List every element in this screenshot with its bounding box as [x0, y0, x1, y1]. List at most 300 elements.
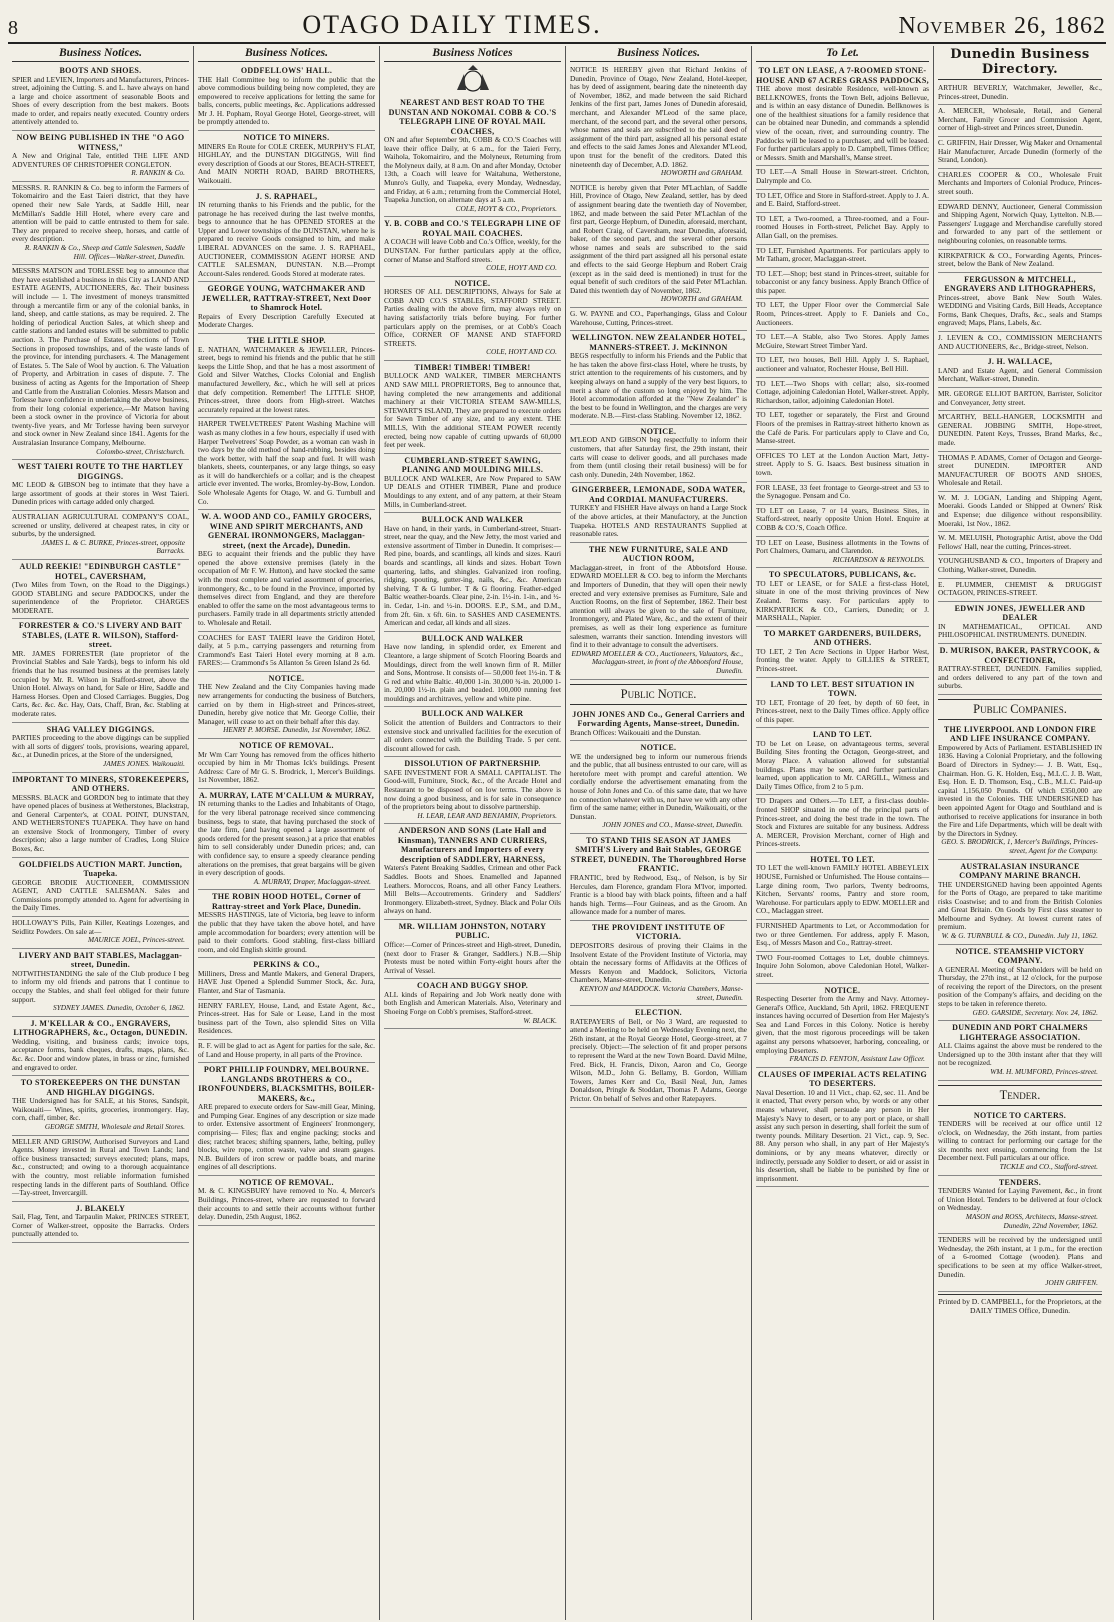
advertisement — [12, 265, 189, 460]
ad-heading: WEST TAIERI ROUTE TO THE HARTLEY DIGGINGS. — [17, 462, 184, 481]
column-5 — [752, 46, 934, 1620]
ad-heading: THE LIVERPOOL AND LONDON FIRE AND LIFE INSURANCE COMPANY. — [943, 724, 1097, 744]
ad-signature: H. LEAR, LEAR AND BENJAMIN, Proprietors. — [417, 810, 557, 820]
newspaper-title: OTAGO DAILY TIMES. — [302, 10, 602, 39]
ad-body: ALL Claims against the above must be rendered to the Undersigned up to the 30th instant after that they will not be recognized. — [938, 1041, 1102, 1068]
ad-signature: TICKLE and CO., Stafford-street. — [999, 1162, 1098, 1172]
advertisement — [756, 1068, 929, 1188]
ad-body: THE Undersigned has for SALE, at his Stores, Sandspit, Waikouaiti— Wines, spirits, groceries, ironmongery. Hay, corn, chaff, timber, &c. — [12, 1096, 189, 1123]
advertisement — [198, 190, 375, 283]
ad-signature: A. MURRAY, Draper, Maclaggan-street. — [253, 876, 371, 886]
ad-body: IN MATHEMATICAL, OPTICAL AND PHILOSOPHICAL INSTRUMENTS. DUNEDIN. — [938, 621, 1102, 640]
ad-heading: NEAREST AND BEST ROAD TO THE DUNSTAN AND NOKOMAI. COBB & CO.'S TELEGRAPH LINE OF ROYAL MAIL COACHES, — [388, 98, 557, 136]
ad-signature: COLE, HOYT AND CO. — [486, 263, 557, 273]
ad-heading: ANDERSON AND SONS (Late Hall and Kinsman), TANNERS AND CURRIERS, Manufacturers and Importers of every description of SADDLERY, HARNESS, — [397, 826, 548, 864]
ad-body: BULLOCK AND WALKER, TIMBER MERCHANTS AND SAW MILL PROPRIETORS, Beg to announce that, having completed the new arrangements and additional machinery at their VICTORIA STEAM SAW-MILLS, STEWART'S ISLAND, They are prepared to execute orders for Sawn Timber of any size, and to any extent. THE MILLS, With the additional STEAM POWER recently erected, being now capable of cutting upwards of 60,000 feet per week. — [384, 371, 561, 450]
ad-heading: AUSTRALASIAN INSURANCE COMPANY MARINE BRANCH. — [959, 861, 1081, 880]
advertisement — [756, 450, 929, 482]
ad-heading: MR. WILLIAM JOHNSTON, NOTARY PUBLIC. — [398, 921, 547, 941]
ad-signature: W. & G. TURNBULL & CO., Dunedin. July 11, 1862. — [941, 931, 1098, 941]
ad-body: FRANTIC, bred by Redwood, Esq., of Nelson, is by Sir Hercules, dam Florence, grandam Flora M'Ivor, imported. Frantic is a blood bay with black points, fifteen and a half hands high. Terms—Four Guineas, and as the Groom. An allowance made for a number of mares. — [570, 872, 747, 917]
ad-body: MESSRS. BLACK and GORDON beg to intimate that they have opened places of business at Wetherstones, Blackstrap, and General Carpenter's, at COAL POINT, DUNSTAN, AND WETHERSTONE'S TUAPEKA. They have on hand an extensive Stock of Ironmongery, Timber of every description; also a large number of Cradles, Long Sluice Boxes, &c. — [12, 792, 189, 854]
advertisement — [756, 482, 929, 505]
ad-heading: WELLINGTON. NEW ZEALANDER HOTEL, MANNERS-STREET. J. McKINNON — [571, 333, 746, 352]
columns — [8, 46, 1106, 1620]
advertisement — [756, 952, 929, 984]
ad-body: THOMAS P. ADAMS, Corner of Octagon and George-street DUNEDIN. IMPORTER AND MANUFACTURER OF BOOTS AND SHOES, Wholesale and Retail. — [938, 452, 1102, 488]
ad-body: THE above most desirable Residence, well-known as BELLKNOWES, fronts the Town Belt, adjoins Bellevue, and is within an easy distance of Dunedin. Bellknowes is one of the healthiest situations for a family residence that can be obtained near Dunedin, and commands a splendid view of the ocean, river, and surrounding country. The Paddocks will be leased to a purchaser, and will be leased. For further particulars apply to D. Campbell, Times Office; or Messrs. Smith and Marshall's, Manse street. — [756, 84, 929, 162]
advertisement — [756, 354, 929, 377]
ad-heading: W. A. WOOD AND CO., FAMILY GROCERS, WINE AND SPIRIT MERCHANTS, AND GENERAL IRONMONGERS, Maclaggan-street, (next the Arcade), Dunedin. — [201, 512, 372, 550]
column-1 — [8, 46, 194, 1620]
ad-body: MESSRS. R. RANKIN & Co. beg to inform the Farmers of Tokomairiro and the East Taieri district, that they have opened their new Sale Yards, at Saddle Hill, near McMillan's Saddle Hill Hotel, where every care and attention will be paid to cattle entrusted to them for sale. They are prepared to receive sheep, horses, and cattle of every description. — [12, 182, 189, 244]
ad-body: TO LET, two houses, Bell Hill. Apply J. S. Raphael, auctioneer and valuator, Rochester House, Bell Hill. — [756, 355, 929, 374]
advertisement — [756, 568, 929, 626]
ad-body: YOUNGHUSBAND & CO., Importers of Drapery and Clothing, Walker-street, Dunedin. — [938, 556, 1102, 575]
ad-heading: J. S. RAPHAEL, — [255, 191, 318, 201]
advertisement — [570, 331, 747, 425]
ad-body: C. GRIFFIN, Hair Dresser, Wig Maker and Ornamental Hair Manufacturer, Arcade Dunedin (formerly of the Strand, London). — [938, 137, 1102, 165]
ad-body: TO LET, a Two-roomed, a Three-roomed, and a Four-roomed Houses in Forth-street, Pelichet Bay. Apply to Allan Gall, on the premises. — [756, 213, 929, 240]
section-header-tender: Tender. — [938, 1085, 1102, 1106]
advertisement — [756, 245, 929, 268]
ad-heading: COACH AND BUGGY SHOP. — [416, 981, 529, 991]
advertisement — [12, 460, 189, 511]
ad-body: ALL kinds of Repairing and Job Work neatly done with both English and American Materials. Also, Veterinary and Shoeing Forge on Cobb's premises, Stafford-street. — [384, 989, 561, 1017]
advertisement — [570, 834, 747, 921]
ad-body: WE the undersigned beg to inform our numerous friends and the public, that all business entrusted to our care, will as heretofore meet with prompt and careful attention. We cordially endorse the advertisement emanating from the house of John Jones and Co. of this same date, that we have no connection whatever with us, nor have we with any other firm of the same name; either in Dunedin, Waikouaiti, or the Dunstan. — [570, 751, 747, 821]
ad-heading: LAND TO LET. BEST SITUATION IN TOWN. — [770, 679, 915, 699]
ad-body: A New and Original Tale, entitled THE LIFE AND ADVENTURES OF CHRISTOPHER CONGLETON. — [12, 151, 189, 169]
ad-signature: EDWARD MOELLER & CO., Auctioneers, Valuators, &c., Maclaggan-street, in front of the Abbotsford House, Dunedin. — [571, 648, 743, 675]
ad-body: A GENERAL Meeting of Shareholders will be held on Thursday, the 27th inst., at 12 o'clock, for the purpose of receiving the report of the Directors, on the present position of the Company's affairs, and deciding on the steps to be taken in reference thereto. — [938, 964, 1102, 1009]
ad-body: Wedding, visiting, and business cards; invoice tops, acceptance forms, bank cheques, drafts, maps, plans, &c. &c. &c. Door and window plates, in brass or zinc, furnished and engraved to order. — [12, 1036, 189, 1072]
advertisement — [938, 355, 1102, 388]
section-header-public-companies: Public Companies. — [938, 699, 1102, 720]
ad-body: FOR LEASE, 33 feet frontage to George-street and 53 to the Synagogue. Pensam and Co. — [756, 482, 929, 501]
ad-signature: MAURICE JOEL, Princes-street. — [88, 935, 185, 945]
ad-body: TWO Four-roomed Cottages to Let, double chimneys. Inquire John Solomon, above Caledonian Hotel, Walker-street. — [756, 952, 929, 979]
advertisement — [198, 510, 375, 631]
ad-body: E. PLUMMER, CHEMIST & DRUGGIST OCTAGON, PRINCES-STREET. — [938, 579, 1102, 598]
advertisement — [198, 131, 375, 189]
column-header: Business Notices. — [570, 46, 747, 62]
ad-body: TO LET, the Upper Floor over the Commercial Sale Room, Princes-street. Apply to F. Daniels and Co., Auctioneers. — [756, 300, 929, 327]
ad-body: EDWARD DENNY, Auctioneer, General Commission and Shipping Agent, Norwich Quay, Lyttelton. N.B.—Passengers' Luggage and Merchandise carefully stored and forwarded to any part of the settlement or neighbouring colonies, on reasonable terms. — [938, 201, 1102, 245]
advertisement — [756, 409, 929, 449]
ad-body: TO LET or LEASE, or for SALE a first-class Hotel, situate in one of the most thriving provinces of New Zealand. Terms easy. For particulars apply to KIRKPATRICK & CO., Carriers, Dunedin; or J. MARSHALL, Napier. — [756, 578, 929, 623]
ad-list — [938, 82, 1102, 695]
column-header: Dunedin Business Directory. — [938, 46, 1102, 80]
ad-body: M'LEOD AND GIBSON beg respectfully to inform their customers, that after Saturday first, the 29th instant, their carts will cease to deliver goods, and all purchases made from them (until closing their retail business) will be for cash only. Dunedin, 24th November, 1862. — [570, 435, 747, 479]
advertisement — [938, 105, 1102, 137]
ad-heading: NOTICE. — [824, 985, 861, 995]
printer-imprint: Printed by D. CAMPBELL, for the Proprietors, at the DAILY TIMES Office, Dunedin. — [938, 1294, 1102, 1315]
ad-body: IN returning thanks to his Friends and the public, for the patronage he has received during the last twelve months, begs to announce that he has OPENED STORES at the Upper and Lower townships of the DUNSTAN, where he is prepared to receive Goods consigned to him, and make LIBERAL ADVANCES on the same. J. S. RAPHAEL, AUCTIONEER, COMMISSION AGENT HORSE AND CATTLE SALESMAN, DUNSTAN. N.B.—Prompt Account-Sales rendered. Goods Stored at moderate rates. — [198, 200, 375, 278]
advertisement — [12, 723, 189, 773]
ad-body: G. W. PAYNE and CO., Paperhangings, Glass and Colour Warehouse, Cutting, Princes-street. — [570, 309, 747, 327]
advertisement — [756, 627, 929, 678]
ad-heading: SHAG VALLEY DIGGINGS. — [46, 724, 155, 734]
ad-body: Milliners, Dress and Mantle Makers, and General Drapers, HAVE Just Opened a Splendid Summer Stock, &c. Jura, Flanter, and Star of Tasmania. — [198, 968, 375, 995]
ad-heading: GOLDFIELDS AUCTION MART. Junction, Tuapeka. — [18, 859, 183, 879]
advertisement — [938, 201, 1102, 250]
ad-body: TO LET, 2 Ten Acre Sections in Upper Harbor West, fronting the water. Apply to GILLIES & STREET, Princes-street. — [756, 646, 929, 673]
ad-signature: HENRY P. MORSE. Dunedin, 1st November, 1862. — [223, 725, 371, 735]
advertisement — [938, 945, 1102, 1022]
ad-heading: Y. B. COBB and CO.'S TELEGRAPH LINE OF ROYAL MAIL COACHES. — [384, 219, 561, 238]
advertisement — [938, 82, 1102, 105]
advertisement — [12, 511, 189, 560]
ad-heading: THE LITTLE SHOP. — [247, 336, 326, 346]
ad-body: M'CARTHY, BELL-HANGER, LOCKSMITH and GENERAL JOBBING SMITH, Hope-street, DUNEDIN. Patent Keys, Trusses, Brand Marks, &c., made. — [938, 412, 1102, 447]
ad-body: TO LET, Furnished Apartments. For particulars apply to Mr Tatham, grocer, Maclaggan-street. — [756, 245, 929, 264]
column-header: Business Notices. — [198, 46, 375, 62]
ad-body: TO LET.—Shop; best stand in Princes-street, suitable for tobacconist or any fancy business. Apply Branch Office of this paper. — [756, 268, 929, 295]
advertisement — [198, 739, 375, 789]
ad-body: TENDERS Wanted for Laying Pavement, &c., in front of Union Hotel. Tenders to be delivered at four o'clock on Wednesday. — [938, 1186, 1102, 1213]
advertisement — [756, 64, 929, 166]
ad-body: NOTWITHSTANDING the sale of the Club produce I beg to inform my old friends and patrons that I continue to occupy the Stables, and shall feel obliged for their future support. — [12, 968, 189, 1004]
advertisement — [384, 920, 561, 979]
ad-heading: TO STOREKEEPERS ON THE DUNSTAN AND HIGHLAY DIGGINGS. — [20, 1078, 181, 1097]
ad-body: Maclaggan-street, in front of the Abbotsford House. EDWARD MOELLER & CO. beg to inform the Merchants and Importers of Dunedin, that they will open their newly erected and very extensive premises as Furniture, Sale and Auction Rooms, on the first of September, 1862. Their best attention will always be given to the sale of Furniture, Ironmongery, and Plated Ware, &c., and the extent of their premises, as well as their long experience as furniture salesmen, warrants their sanction. Intending investors will find it to their advantage to consult the advertisers. — [570, 562, 747, 650]
ad-signature: SYDNEY JAMES. Dunedin, October 6, 1862. — [53, 1003, 185, 1013]
ad-signature: RICHARDSON & REYNOLDS. — [832, 554, 925, 564]
ad-heading: FERGUSSON & MITCHELL, ENGRAVERS AND LITHOGRAPHERS, — [944, 274, 1096, 294]
ad-body: MR. GEORGE ELLIOT BARTON, Barrister, Solicitor and Conveyancer, Jetty street. — [938, 388, 1102, 407]
ad-body: J. LEVIEN & CO., COMMISSION MERCHANTS AND AUCTIONEERS, &c., Bridge-street, Nelson. — [938, 333, 1102, 351]
ad-signature: R. RANKIN & Co., Sheep and Cattle Salesmen, Saddle Hill. Offices—Walker-street, Dunedin. — [24, 243, 185, 261]
ad-signature: HOWORTH and GRAHAM. — [660, 168, 743, 178]
ad-body: A COACH will leave Cobb and Co.'s Office, weekly, for the DUNSTAN. For further particulars apply at the office, corner of Manse and Stafford streets. — [384, 237, 561, 264]
ad-heading: BOOTS AND SHOES. — [59, 66, 142, 75]
ad-signature: HOWORTH and GRAHAM. — [660, 294, 743, 304]
advertisement — [12, 182, 189, 265]
ad-heading: NOTICE TO CARTERS. — [973, 1110, 1067, 1120]
ad-body: A. MERCER, Wholesale, Retail, and General Merchant, Family Grocer and Commission Agent, corner of High-street and Princes street, Dunedin. — [938, 106, 1102, 133]
ad-body: SAFE INVESTMENT FOR A SMALL CAPITALIST. The Good-will, Furniture, Stock, &c., of the Arcade Hotel and Restaurant to be disposed of on low terms. The above is now doing a good business, and is for sale in consequence of the proprietors being about to dissolve partnership. — [384, 767, 561, 812]
advertisement — [384, 96, 561, 217]
ad-body: Respecting Deserter from the Army and Navy. Attorney-General's Office, Auckland, 5th April, 1862. FREQUENT instances having occurred of Desertion from Her Majesty's Sea and Land Forces in this Colony. Notice is hereby given, that the most rigorous proceedings will be taken against any persons whatsoever, harboring, concealing, or employing Deserters. — [756, 994, 929, 1055]
advertisement — [570, 182, 747, 308]
advertisement — [938, 723, 1102, 860]
ad-heading: A. MURRAY, LATE M'CALLUM & MURRAY, — [198, 790, 375, 800]
ad-body: TO LET, Frontage of 20 feet, by depth of 60 feet, in Princes-street, next to the Daily Times office. Apply office of this paper. — [756, 697, 929, 724]
advertisement — [938, 1109, 1102, 1176]
ad-heading: BULLOCK AND WALKER — [421, 709, 524, 719]
ad-body: NOTICE IS HEREBY given that Richard Jenkins of Dunedin, Province of Otago, New Zealand, Hotel-keeper, has by deed of assignment, bearing date the nineteenth day of November, 1862, and made between the said Richard Jenkins of the first part, James Jones of Dunedin aforesaid, merchant, and Alexander M'Leod of the same place, merchant, of the second part, and the several other persons, whose names and seals are subscribed to the said deed of assignment of the third part, assigned all his personal estate and effects to the said James Jones and Alexander M'Leod, upon trust for the benefit of the creditors. Dated this nineteenth day of December, A.D. 1862. — [570, 65, 747, 169]
ad-body: MINERS En Route for COLE CREEK, MURPHY'S FLAT, HIGHLAY, and the DUNSTAN DIGGINGS, Will find every description of Goods at our Stores, BEACH-STREET, And MAIN NORTH ROAD, BAIRD BROTHERS, Waikouaiti. — [198, 141, 375, 185]
ad-heading: BULLOCK AND WALKER — [421, 633, 524, 643]
advertisement — [198, 282, 375, 334]
advertisement — [938, 250, 1102, 273]
ad-body: TENDERS will be received by the undersigned until Wednesday, the 26th instant, at 1 p.m., for the erection of a 6-roomed Cottage (wooden). Plans and specifications to be seen at my office Walker-street, Dunedin. — [938, 1235, 1102, 1279]
ad-list — [570, 64, 747, 680]
ad-body: ARTHUR BEVERLY, Watchmaker, Jeweller, &c., Princes-street, Dunedin. — [938, 83, 1102, 101]
ad-heading: THE PROVIDENT INSTITUTE OF VICTORIA. — [591, 922, 726, 942]
advertisement — [12, 917, 189, 949]
ad-heading: TO LET ON LEASE, A 7-ROOMED STONE-HOUSE AND 67 ACRES GRASS PADDOCKS, — [756, 66, 929, 85]
advertisement — [198, 1063, 375, 1176]
advertisement — [938, 332, 1102, 355]
ad-heading: J. M'KELLAR & CO., ENGRAVERS, LITHOGRAPHERS, &c., Octagon, DUNEDIN. — [13, 1018, 188, 1038]
advertisement — [12, 1202, 189, 1243]
advertisement — [756, 853, 929, 920]
ad-heading: NOTICE OF REMOVAL. — [239, 741, 334, 751]
ad-list — [938, 723, 1102, 1081]
advertisement — [938, 602, 1102, 644]
column-4 — [566, 46, 752, 1620]
advertisement — [198, 334, 375, 418]
advertisement — [938, 452, 1102, 492]
advertisement — [12, 1136, 189, 1202]
advertisement — [384, 824, 561, 920]
advertisement — [12, 560, 189, 619]
ad-heading: ODDFELLOWS' HALL. — [240, 66, 333, 75]
ad-body: RATTRAY-STREET, DUNEDIN. Families supplied, and orders delivered to any part of the town and suburbs. — [938, 664, 1102, 691]
ad-body: THE Hall Committee beg to inform the public that the above commodious building being now completed, they are empowered to receive applications for letting the same for balls, concerts, public meetings, &c. Applications addressed Mr J. H. Popham, Royal George Hotel, George-street, will be promptly attended to. — [198, 74, 375, 127]
ad-list — [756, 64, 929, 1187]
ad-body: OFFICES TO LET at the London Auction Mart, Jetty-street. Apply to S. G. Isaacs. Best business situation in town. — [756, 450, 929, 477]
ad-heading: NOTICE. — [640, 743, 677, 753]
ad-body: BEGS respectfully to inform his Friends and the Public that he has taken the above first-class Hotel, where he trusts, by strict attention to the requirements of his customers, and by keeping always on hand a supply of the very best liquors, to merit a share of the custom so long enjoyed by him. The Hotel accommodation afforded at the "New Zealander" is the best to be found in Wellington, and the charges are very moderate. N.B.—First-class Stabling. November 12, 1862. — [570, 351, 747, 421]
ad-body: MESSRS MATSON and TORLESSE beg to announce that they have established a business in this City as LAND AND ESTATE AGENTS, AUCTIONEERS, &c. Their business will include — 1. The investment of moneys transmitted through a mercantile firm or any of the colonial banks, in land, sheep, and cattle stations, as may be required. 2. The holding of periodical Auction Sales, at which sheep and cattle stations and landed estates will be submitted to public auction. 3. The Purchase of Estates, selections of Town Sections in proposed townships, and of the waste lands of the province, for intending purchasers. 4. The Management of Estates. 5. The Sale of Wool by auction. 6. The Valuation of Property, and Arbitration in cases of dispute. 7. The business of acting as Agents for the Importation of Sheep and Cattle from the Australian Colonies. Messrs Matson and Torlesse have confidence in undertaking the above business, from their long colonial experience,—Mr Matson having been a stock owner in the province of Victoria for about twenty-five years, and Mr Torlesse having been surveyor and stock owner in New Zealand since 1841. Agents for the Australasian Insurance Company, Melbourne. — [12, 266, 189, 448]
ad-body: LAND and Estate Agent, and General Commission Merchant, Walker-street, Dunedin. — [938, 365, 1102, 384]
advertisement — [938, 644, 1102, 695]
advertisement — [384, 632, 561, 708]
ad-body: Have on hand, in their yards, in Cumberland-street, Stuart-street, near the quay, and the New Jetty, the most varied and extensive assortment of Timber in Dunedin. It comprises:— Red pine, boards, and scantlings, all kinds and sizes. Kauri boards and scantlings, all kinds and sizes. Hobart Town quartering, laths, and shingles. Galvanized iron roofing, ridging, spouting, gutter-ing, nails, &c., &c. American shelving. T & G lumber. T & G flooring. Feather-edged Baltic weather-boards. Clear pine, 2-in. 1½-in. 1-in., and ½-in. Cedar, 1-in. and ½-in. DOORS. E.P., S.M., and D.M., from 2ft. 6in. x 6ft. 6in. to SASHES AND CASEMENTS. American and cedar, all kinds and all sizes. — [384, 523, 561, 628]
ad-heading: THE ROBIN HOOD HOTEL, Corner of Rattray-street and York Place, Dunedin. — [211, 892, 362, 911]
advertisement — [384, 979, 561, 1029]
ad-heading: TO MARKET GARDENERS, BUILDERS, AND OTHERS. — [763, 628, 922, 648]
ad-signature: COLE, HOYT AND CO. — [486, 347, 557, 357]
ad-body: Naval Desertion. 10 and 11 Vict., chap. 62, sec. 11. And be it enacted, That every person who, by words or any other means whatever, shall persuade any person in Her Majesty's Navy to desert, or to any port or place, or shall assist any such person in deserting, shall forfeit the sum of twenty pounds. Military Desertion. 21 Vict., cap. 9, Sec. 88. Any person who shall, in any part of Her Majesty's dominions, or by any means whatever, directly or indirectly, persuade any Soldier to desert, or aid or assist in his desertion, shall be liable to be punished by fine or imprisonment. — [756, 1087, 929, 1183]
ad-body: HARPER TWELVETREES' Patent Washing Machine will wash as many clothes in a few hours, especially if used with Harper Twelvetrees' Soap Powder, as a woman can wash in two days by the old method of hand-rubbing, besides doing the work better, with half the soap and fuel. It will wash blankets, sheets, counterpanes, or any large things, so easy as it will do handkerchiefs or a collar; and is the cheapest article ever invented. The works, Bromley-by-Bow, London. Sole Wholesale Agents for Otago, W. and G. Turnbull and Co. — [198, 419, 375, 506]
advertisement — [12, 1076, 189, 1135]
issue-date: November 26, 1862 — [898, 13, 1106, 39]
advertisement — [384, 454, 561, 513]
ad-body: ON and after September 9th, COBB & CO.'S Coaches will leave their office Daily, at 6 a.m., for the Taieri Ferry, Waihola, Tokomairiro, and the Molyneux, Returning from the Molyneux daily, at 8 a.m. On and after Monday, October 13th, a Coach will leave for Waitahuna, Wetherstone, Munro's Gully, and Tuapeka, every Monday, Wednesday, and Friday, at 6 a.m.; returning from the Commercial Hotel, Tuapeka Junction, on alternate days at 5 a.m. — [384, 135, 561, 205]
advertisement — [938, 169, 1102, 201]
advertisement — [756, 190, 929, 213]
column-header: Business Notices — [384, 46, 561, 62]
ad-heading: NOTICE. — [454, 278, 491, 288]
ad-body: CHARLES COOPER & CO., Wholesale Fruit Merchants and Importers of Colonial Produce, Princes-street south. — [938, 169, 1102, 196]
ad-heading: CUMBERLAND-STREET SAWING, PLANING AND MOULDING MILLS. — [401, 455, 544, 475]
advertisement — [756, 537, 929, 569]
advertisement — [384, 361, 561, 454]
column-header: To Let. — [756, 46, 929, 62]
ad-list — [938, 1109, 1102, 1292]
advertisement — [12, 858, 189, 917]
advertisement — [938, 388, 1102, 411]
ad-heading: BULLOCK AND WALKER — [421, 515, 524, 525]
ad-heading: PORT PHILLIP FOUNDRY, MELBOURNE. LANGLANDS BROTHERS & CO., IRONFOUNDERS, BLACKSMITHS, BOILER-MAKERS, &c., — [198, 1065, 375, 1103]
advertisement — [756, 268, 929, 300]
ad-body: TO LET.—A Stable, also Two Stores. Apply James McGuire, Stewart Street Timber Yard. — [756, 332, 929, 350]
royal-crest-icon — [384, 64, 561, 94]
ad-body: Solicit the attention of Builders and Contractors to their extensive stock and unrivalled facilities for the execution of all orders connected with the Building Trade. 5 per cent. discount allowed for cash. — [384, 717, 561, 753]
advertisement — [12, 64, 189, 131]
ad-body: GEORGE BRODIE AUCTIONEER, COMMISSION AGENT, AND CATTLE SALESMAN. Sales and Commissions promptly attended to. Agent for advertising in the Daily Times. — [12, 877, 189, 913]
advertisement — [938, 273, 1102, 332]
advertisement — [12, 1017, 189, 1076]
ad-body: Repairs of Every Description Carefully Executed at Moderate Charges. — [198, 311, 375, 330]
ad-body: BULLOCK AND WALKER, Are Now Prepared to SAW UP DEALS and OTHER TIMBER, Plane and produce Mouldings to any extent, and of any pattern, at their Steam Mills, in Cumberland-street. — [384, 473, 561, 509]
ad-heading: TO SPECULATORS, PUBLICANS, &c. — [768, 570, 917, 580]
ad-heading: FORRESTER & CO.'S LIVERY AND BAIT STABLES, (LATE R. WILSON), Stafford-street. — [18, 621, 183, 650]
advertisement — [938, 492, 1102, 532]
ad-heading: TIMBER! TIMBER! TIMBER! — [414, 362, 531, 372]
ad-body: MESSRS HASTINGS, late of Victoria, beg leave to inform the public that they have taken the above hotel, and have ample accommodation for boarders; every attention will be paid to their comforts. Good stabling, first-class billiard room, and old English skittle ground. — [198, 910, 375, 954]
advertisement — [198, 1040, 375, 1063]
ad-body: Empowered by Acts of Parliament. ESTABLISHED IN 1836. Having a Colonial Proprietary, and the following Board of Directors in Sydney:— J. B. Watt, Esq., Chairman. Hon. G. K. Holden, Esq., M.L.C. J. B. Watt, Esq. Hon. E. D. Thomson, Esq., C.B., M.L.C. Paid-up capital 1,156,050 Pounds. Of which £350,000 are invested in the Colonies. THE UNDERSIGNED has been appointed Agent for Otago and Southland and is authorised to receive applications for insurance in both the Fire and Life Departments, which will be dealt with by the Directors in Sydney. — [938, 742, 1102, 838]
ad-heading: DUNEDIN AND PORT CHALMERS LIGHTERAGE ASSOCIATION. — [952, 1023, 1088, 1042]
ad-heading: GINGERBEER, LEMONADE, SODA WATER, And CORDIAL MANUFACTURERS. — [571, 485, 746, 504]
ad-heading: HOTEL TO LET. — [810, 854, 875, 864]
ad-body: Office:—Corner of Princes-street and High-street, Dunedin, (next door to Fraser & Granger, Saddlers.) N.B.—Ship Protests must be noted within Forty-eight hours after the Arrival of Vessel. — [384, 939, 561, 975]
ad-signature: WM. H. MUMFORD, Princes-street. — [990, 1067, 1098, 1076]
advertisement — [12, 619, 189, 722]
ad-heading: AULD REEKIE! "EDINBURGH CASTLE" HOTEL, CAVERSHAM, — [19, 562, 182, 581]
ad-list — [384, 96, 561, 1029]
advertisement — [938, 532, 1102, 555]
ad-body: MC LEOD & GIBSON beg to intimate that they have a large assortment of goods at their stores in West Taieri. Dunedin prices with cartage added only charged. — [12, 480, 189, 507]
advertisement — [756, 728, 929, 795]
advertisement — [756, 213, 929, 245]
ad-list — [12, 64, 189, 1243]
advertisement — [570, 921, 747, 1006]
ad-body: TO LET.—Two Shops with cellar; also, six-roomed Cottage, adjoining Caledonian Hotel, Walker-street. Apply, Richardson, tailor, adjoining Caledonian Hotel. — [756, 378, 929, 405]
ad-heading: NOTICE. STEAMSHIP VICTORY COMPANY. — [955, 946, 1085, 966]
ad-body: MELLER AND GRISOW, Authorised Surveyors and Land Agents. Money invested in Rural and Town Lands; land office business transacted; surveys executed; plans, maps, &c., constructed; and owing to a thorough acquaintance with the country, most reliable information furnished respecting lands in the different parts of Southland. Office—Tay-street, Invercargill. — [12, 1136, 189, 1198]
advertisement — [198, 890, 375, 958]
advertisement — [384, 757, 561, 824]
advertisement — [12, 949, 189, 1017]
ad-heading: LAND TO LET. — [813, 730, 872, 740]
advertisement — [756, 678, 929, 729]
ad-body: AUSTRALIAN AGRICULTURAL COMPANY'S COAL, screened or unslity, delivered at cheapest rates, in city or suburbs, by the undersigned. — [12, 512, 189, 539]
ad-body: THE UNDERSIGNED having been appointed Agents for the Ports of Otago, are prepared to take maritime risks Coastwise; and to and from the British Colonies and Great Britain. On Goods by First class steamer to Melbourne and Sydney. At lowest current rates of premium. — [938, 879, 1102, 932]
ad-heading: NOTICE TO MINERS. — [243, 133, 330, 143]
ad-body: TO LET, together or separately, the First and Ground Floors of the premises in Rattray-street hitherto known as the Café de Paris. For particulars apply to Clave and Co, Manse-street. — [756, 410, 929, 446]
ad-body: Waters's Patent Breaking Saddles, Crimean and other Pack Saddles. Boots and Shoes. Enamelled and Japanned Leathers. Moroccos, Roans, and all other Fancy Leathers. Mill Belts—Accoutrements. Grindery and Saddlers' Ironmongery. Elizabeth-street, Sydney. Black and Polar Oils always on hand. — [384, 863, 561, 916]
ad-signature: JAMES L. & C. BURKE, Princes-street, opposite Barracks. — [41, 537, 185, 556]
ad-heading: NOTICE. — [268, 673, 305, 683]
advertisement — [198, 1000, 375, 1040]
ad-heading: LIVERY AND BAIT STABLES, Maclaggan-street, Dunedin. — [18, 950, 183, 970]
ad-signature: W. BLACK. — [523, 1015, 557, 1025]
advertisement — [756, 166, 929, 189]
ad-heading: GEORGE YOUNG, WATCHMAKER AND JEWELLER, RATTRAY-STREET, Next Door to Shamrock Hotel. — [201, 284, 372, 313]
advertisement — [384, 513, 561, 632]
ad-body: FURNISHED Apartments to Let, or Accommodation for two or three Gentlemen. For address, apply F. Mason, Esq., of Messrs Mason and Co., Rattray-street. — [756, 921, 929, 948]
ad-signature: GEO. GARSIDE, Secretary. Nov. 24, 1862. — [972, 1007, 1098, 1017]
ad-heading: DISSOLUTION OF PARTNERSHIP. — [404, 759, 541, 769]
ad-body: R. F. will be glad to act as Agent for parties for the sale, &c. of Land and House property, in all parts of the Province. — [198, 1040, 375, 1059]
section-header-public-notice: Public Notice. — [570, 684, 747, 705]
ad-signature: R. RANKIN & Co. — [131, 168, 185, 178]
advertisement — [198, 672, 375, 739]
ad-heading: PERKINS & CO., — [253, 960, 320, 970]
advertisement — [938, 1021, 1102, 1080]
ad-body: KIRKPATRICK & CO., Forwarding Agents, Princes-street, below the Bank of New Zealand. — [938, 250, 1102, 269]
ad-signature: GEO. S. BRODRICK, 1, Mercer's Buildings, Princes-street, Agent for the Company. — [941, 837, 1098, 855]
column-3 — [380, 46, 566, 1620]
ad-body: ARE prepared to execute orders for Saw-mill Gear, Mining, and Pumping Gear. Engines of any description or size made to order. Extensive assortment of Engineers' Ironmongery, comprising— Files; flax and engine packing; stocks and dies; ratchet braces; shifting spanners, lathe, belting, pulley blocks, wire rope, cotton waste, valve and steam gauges. N.B. Builders of iron screw or paddle boats, and marine engines of all descriptions. — [198, 1102, 375, 1172]
advertisement — [938, 555, 1102, 578]
ad-body: Have now landing, in splendid order, ex Emerent and Cleantore, a large shipment of Scotch Flooring Boards and Mouldings, direct from the well known firm of R. Miller and Sons, Montrose. It consists of— 50,000 feet 1½-in. T & G red and white Baltic. 40,000 1-in. 30,000 ¾-in. 20,000 1-in. 20,000 1½-in. plain and beaded. 100,000 running feet mouldings and architraves, yellow and white pine. — [384, 642, 561, 703]
ad-list — [198, 64, 375, 1226]
ad-body: W. M. MELUISH, Photographic Artist, above the Odd Fellows' Hall, near the cutting, Princes-street. — [938, 533, 1102, 551]
ad-body: Mr Wm Carr Young has removed from the offices hitherto occupied by him in Mr Thomas Ick's buildings. Present Address: Care of Mr G. S. Brodrick, 1, Mercer's Buildings. 1st November, 1862. — [198, 749, 375, 785]
ad-body: RATEPAYERS of Bell, or No 3 Ward, are requested to attend a Meeting to be held on Wednesday Evening next, the 26th instant, at the Royal George Hotel, George-street, at 7 precisely. Object:—The selection of fit and proper persons to represent the Ward at the new Town Board. David Milne, Fred. Bick, H. Francis, Dixon, Aaron and Co, George Wilson, M.D., John G. Bellamy, B. Gordon, William Towers, James Kerr and Co, Basil Neal, Jun, James Donaldson, Pringle & Stoddart, Thomas P. Adams, George Prictor. On behalf of Selves and other Ratepayers. — [570, 1016, 747, 1103]
ad-signature: MASON and ROSS, Architects, Manse-street. Dunedin, 22nd November, 1862. — [965, 1211, 1098, 1230]
ad-heading: NOTICE OF REMOVAL. — [239, 1177, 334, 1187]
ad-body: DEPOSITORS desirous of proving their Claims in the Insolvent Estate of the Provident Institute of Victoria, may obtain the necessary forms of Affidavits at the Offices of Messrs Kenyon and Maddock, Solicitors, Victoria Chambers, Manse-street, Dunedin. — [570, 940, 747, 985]
advertisement — [756, 378, 929, 410]
ad-body: THE New Zealand and the City Companies having made new arrangements for conducting the business of Butchers, carried on by them in High-street and Princes-street, Dunedin, hereby give notice that Mr. George Collie, their Manager, will cease to act on their behalf after this day. — [198, 682, 375, 726]
advertisement — [756, 984, 929, 1068]
ad-body: HOLLOWAY'S Pills, Pain Killer, Keatings Lozenges, and Seidlitz Powders. On sale at— — [12, 918, 189, 936]
ad-body: TO LET on Lease, 7 or 14 years, Business Sites, in Stafford-street, nearly opposite Union Hotel. Enquire at COBB & CO.'S, Coach Office. — [756, 505, 929, 532]
ad-signature: KENYON and MADDOCK. Victoria Chambers, Manse-street, Dunedin. — [579, 983, 743, 1002]
advertisement — [12, 773, 189, 858]
advertisement — [12, 131, 189, 182]
ad-body: TO LET on Lease, Business allotments in the Towns of Port Chalmers, Oamaru, and Clarendon. — [756, 537, 929, 556]
ad-body: W. M. J. LOGAN, Landing and Shipping Agent, Moeraki. Goods Landed or Shipped at Owners' Risk and Expense; due diligence without responsibility. Moeraki, 1st Nov., 1862. — [938, 492, 1102, 528]
ad-heading: EDWIN JONES, JEWELLER AND DEALER — [954, 603, 1086, 623]
advertisement — [938, 860, 1102, 945]
ad-body: SPIER and LEVIEN, Importers and Manufacturers, Princes-street, adjoining the Cutting. S. and L. have always on hand a large and choice assortment of seasonable Boots and Shoes of every description from the best makers. Boots made to order, and repairs neatly executed. Country orders attentively attended to. — [12, 74, 189, 127]
ad-list — [570, 708, 747, 1108]
ad-body: TENDERS will be received at our office until 12 o'clock, on Wednesday, the 26th instant, from parties willing to contract for performing our cartage for the six months next ensuing, commencing from the 1st December next. Full particulars at our office. — [938, 1119, 1102, 1163]
ad-heading: J. BLAKELY — [75, 1203, 126, 1213]
ad-body: (Two Miles from Town, on the Road to the Diggings.) GOOD STABLING and secure PADDOCKS, under the superintendence of the Proprietor. CHARGES MODERATE. — [12, 580, 189, 615]
masthead — [8, 6, 1106, 44]
ad-body: M. & C. KINGSBURY have removed to No. 4, Mercer's Buildings, Princes-street, where are requested to forward their accounts to and settle their accounts without further delay. Dunedin, 25th August, 1862. — [198, 1186, 375, 1222]
advertisement — [938, 579, 1102, 602]
column-2 — [194, 46, 380, 1620]
ad-body: TO be Let on Lease, on advantageous terms, several Building Sites fronting the Octagon, George-street, and Moray Place. A valuation allowed for substantial buildings. Plans may be seen, and further particulars learned, upon application to Mr. CARGILL, Witness and Daily Times Office, from 2 to 5 p.m. — [756, 738, 929, 791]
ad-heading: NOW BEING PUBLISHED IN THE "O AGO WITNESS," — [16, 133, 185, 152]
column-6 — [934, 46, 1106, 1620]
advertisement — [570, 708, 747, 742]
ad-body: TO LET, Office and Store in Stafford-street. Apply to J. A. and E. Baird, Stafford-street. — [756, 190, 929, 209]
ad-body: PARTIES proceeding to the above diggings can be supplied with all sorts of diggers' tools, provisions, wearing apparel, &c., at Dunedin prices, at the Store of the undersigned, — [12, 733, 189, 760]
advertisement — [756, 299, 929, 331]
ad-heading: NOTICE. — [640, 426, 677, 436]
advertisement — [198, 789, 375, 890]
ad-body: IN returning thanks to the Ladies and Inhabitants of Otago, for the very liberal patronage received since commencing business, begs to state, that having purchased the stock of the late firm, (and having opened a large assortment of goods ordered for the present season,) at a price that enables him to sell considerably under Dunedin prices; and, can with confidence say, to ensure a speedy clearance pending alterations on the premises, that great bargains will be given in every description of goods. — [198, 799, 375, 878]
advertisement — [198, 64, 375, 131]
ad-body: MR. JAMES FORRESTER (late proprietor of the Provincial Stables and Sale Yards), begs to inform his old friends that he has resumed business at the premises lately occupied by Mr. R. Wilson in Stafford-street, above the Union Hotel. Always on hand, for Sale or Hire, Saddle and Harness Horses. Open and Closed Carriages. Buggies, Dog Carts, &c. &c. &c. Hay, Oats, Chaff, Bran, &c. Stabling at moderate rates. — [12, 648, 189, 719]
advertisement — [570, 64, 747, 182]
advertisement — [938, 411, 1102, 451]
ad-heading: D. MURISON, BAKER, PASTRYCOOK, & CONFECTIONER, — [939, 646, 1101, 665]
ad-body: BEG to acquaint their friends and the public they have opened the above extensive premises (lately in the occupation of Mr F. W. Hutton), and have stocked the same with the most complete and varied assortment of groceries, ironmongery, &c., to be found in the Province, imported by themselves direct from England, and they are therefore enabled to offer the same on the most advantageous terms to purchasers. Family trade in all departments strictly attended to. Wholesale and Retail. — [198, 549, 375, 627]
ad-heading: JOHN JONES AND Co., General Carriers and Forwarding Agents, Manse-street, Dunedin. — [572, 709, 745, 729]
ad-heading: CLAUSES OF IMPERIAL ACTS RELATING TO DESERTERS. — [757, 1069, 928, 1089]
advertisement — [756, 505, 929, 537]
ad-signature: Colombo-street, Christchurch. — [96, 446, 185, 456]
ad-body: TURKEY and FISHER Have always on hand a Large Stock of the above articles, at their Manufactory, at the Junction Tuapeka. HOTELS AND RESTAURANTS Supplied at reasonable rates. — [570, 503, 747, 539]
ad-body: HORSES OF ALL DESCRIPTIONS, Always for Sale at COBB AND CO.'S STABLES, STAFFORD STREET. Parties dealing with the above firm, may always rely on having satisfactorily trials before buying. For further particulars apply on the premises, or at Cobb's Coach Office, CORNER OF MANSE AND STAFFORD STREETS. — [384, 287, 561, 348]
advertisement — [570, 1006, 747, 1107]
ad-heading: TENDERS. — [998, 1177, 1042, 1187]
ad-heading: TO STAND THIS SEASON AT JAMES SMITH'S Livery and Bait Stables, GEORGE STREET, DUNEDIN. The Thoroughbred Horse FRANTIC. — [570, 835, 747, 874]
